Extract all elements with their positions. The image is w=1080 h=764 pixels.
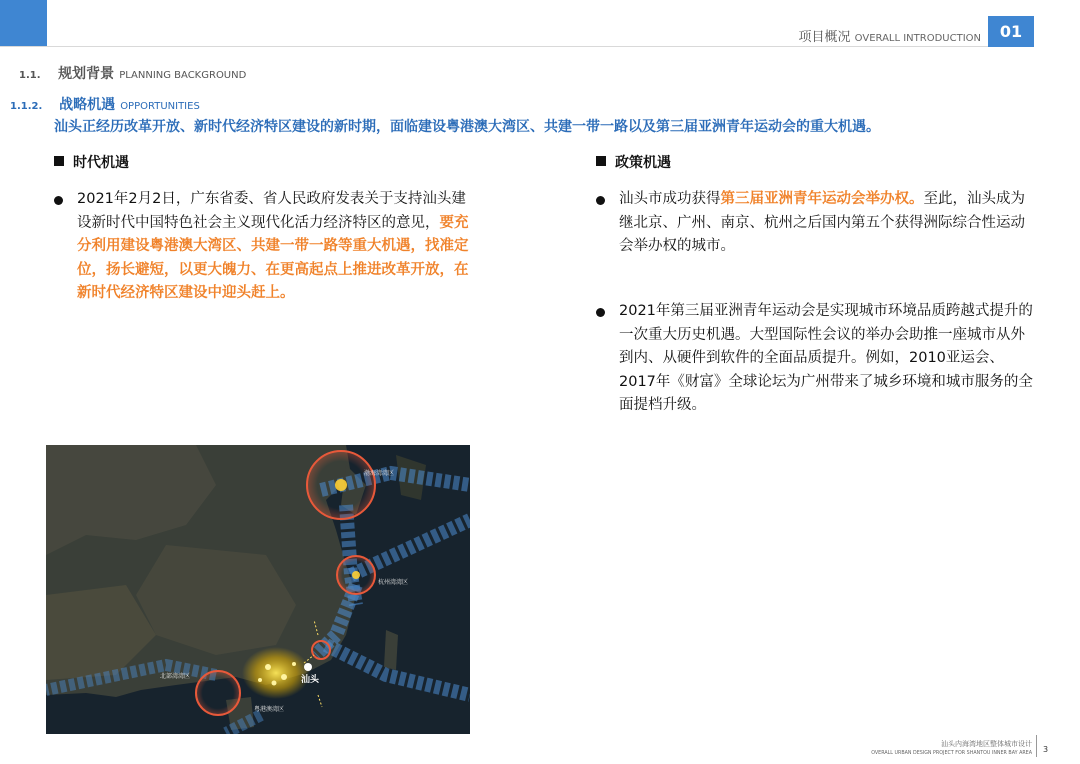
lead-statement: 汕头正经历改革开放、新时代经济特区建设的新时期，面临建设粤港澳大湾区、共建一带一路以及第三届亚洲青年运动会的重大机遇。 xyxy=(54,119,880,135)
header-title-cn: 项目概况 xyxy=(798,30,851,45)
footer-title-cn: 汕头内海湾地区整体城市设计 xyxy=(941,740,1032,748)
right-bullet-2 xyxy=(596,300,1036,418)
footer-project-title xyxy=(871,739,1032,756)
bullet-dot-icon xyxy=(596,308,605,317)
subsection-number: 1.1.2. xyxy=(10,101,43,112)
section-heading-2 xyxy=(10,94,200,114)
left-bullet-highlight: 要充分利用建设粤港澳大湾区、共建一带一路等重大机遇，找准定位，扬长避短，以更大魄力、在更高起点上推进改革开放，在新时代经济特区建设中迎头赶上。 xyxy=(77,214,469,301)
footer-divider xyxy=(1036,735,1037,757)
footer-title-en: OVERALL URBAN DESIGN PROJECT FOR SHANTOU INNER BAY AREA xyxy=(871,751,1032,756)
subsection-title-en: OPPORTUNITIES xyxy=(120,101,200,112)
map-label-bohai: 渤海湾湾区 xyxy=(364,470,395,477)
section-title-cn: 规划背景 xyxy=(58,66,115,82)
square-bullet-icon xyxy=(54,156,64,166)
section-heading-1 xyxy=(19,63,246,83)
subsection-title-cn: 战略机遇 xyxy=(59,97,116,113)
bullet-dot-icon xyxy=(54,196,63,205)
hangzhou-bay-ring xyxy=(337,556,375,594)
footer-page-number: 3 xyxy=(1043,745,1049,754)
right-bullet-1-after: 至此，汕头成为继北京、广州、南京、杭州之后国内第五个获得洲际综合性运动会举办权的城市。 xyxy=(619,191,1025,254)
beibu-bay-ring xyxy=(196,671,240,715)
header-title xyxy=(799,26,981,45)
left-bullet-text xyxy=(77,188,474,306)
map-label-shantou: 汕头 xyxy=(301,675,320,685)
left-bullet xyxy=(54,188,474,306)
left-heading-text: 时代机遇 xyxy=(73,155,129,171)
map-label-yuegang: 粤港澳湾区 xyxy=(254,706,285,713)
corner-accent-block xyxy=(0,0,47,46)
map-graphic xyxy=(46,445,470,734)
header-rule xyxy=(0,46,1034,47)
bohai-bay-ring xyxy=(307,451,375,519)
map-label-hangzhou: 杭州湾湾区 xyxy=(378,579,409,586)
right-bullet-2-text: 2021年第三届亚洲青年运动会是实现城市环境品质跨越式提升的一次重大历史机遇。大型国际性会议的举办会助推一座城市从外到内、从硬件到软件的全面品质提升。例如，2010亚运会、2017年《财富》全球论坛为广州带来了城乡环境和城市服务的全面提档升级。 xyxy=(619,303,1033,413)
section-title-en: PLANNING BACKGROUND xyxy=(119,70,247,81)
right-bullet-1 xyxy=(596,188,1036,259)
left-bullet-plain: 2021年2月2日，广东省委、省人民政府发表关于支持汕头建设新时代中国特色社会主义现代化活力经济特区的意见， xyxy=(77,191,466,231)
right-bullet-1-text xyxy=(619,188,1036,259)
right-bullet-1-before: 汕头市成功获得 xyxy=(619,191,721,207)
bay-areas-satellite-map xyxy=(46,445,470,734)
right-bullet-1-highlight: 第三届亚洲青年运动会举办权。 xyxy=(720,191,924,207)
shantou-marker-icon xyxy=(304,663,312,671)
header-title-en: OVERALL INTRODUCTION xyxy=(854,33,981,44)
bullet-dot-icon xyxy=(596,196,605,205)
square-bullet-icon xyxy=(596,156,606,166)
right-column-heading xyxy=(596,152,671,172)
right-heading-text: 政策机遇 xyxy=(615,155,671,171)
section-number: 1.1. xyxy=(19,70,41,81)
chapter-number-badge: 01 xyxy=(988,16,1034,47)
left-column-heading xyxy=(54,152,129,172)
map-label-beibu: 北部湾湾区 xyxy=(160,673,191,680)
greater-bay-glow xyxy=(242,647,310,699)
